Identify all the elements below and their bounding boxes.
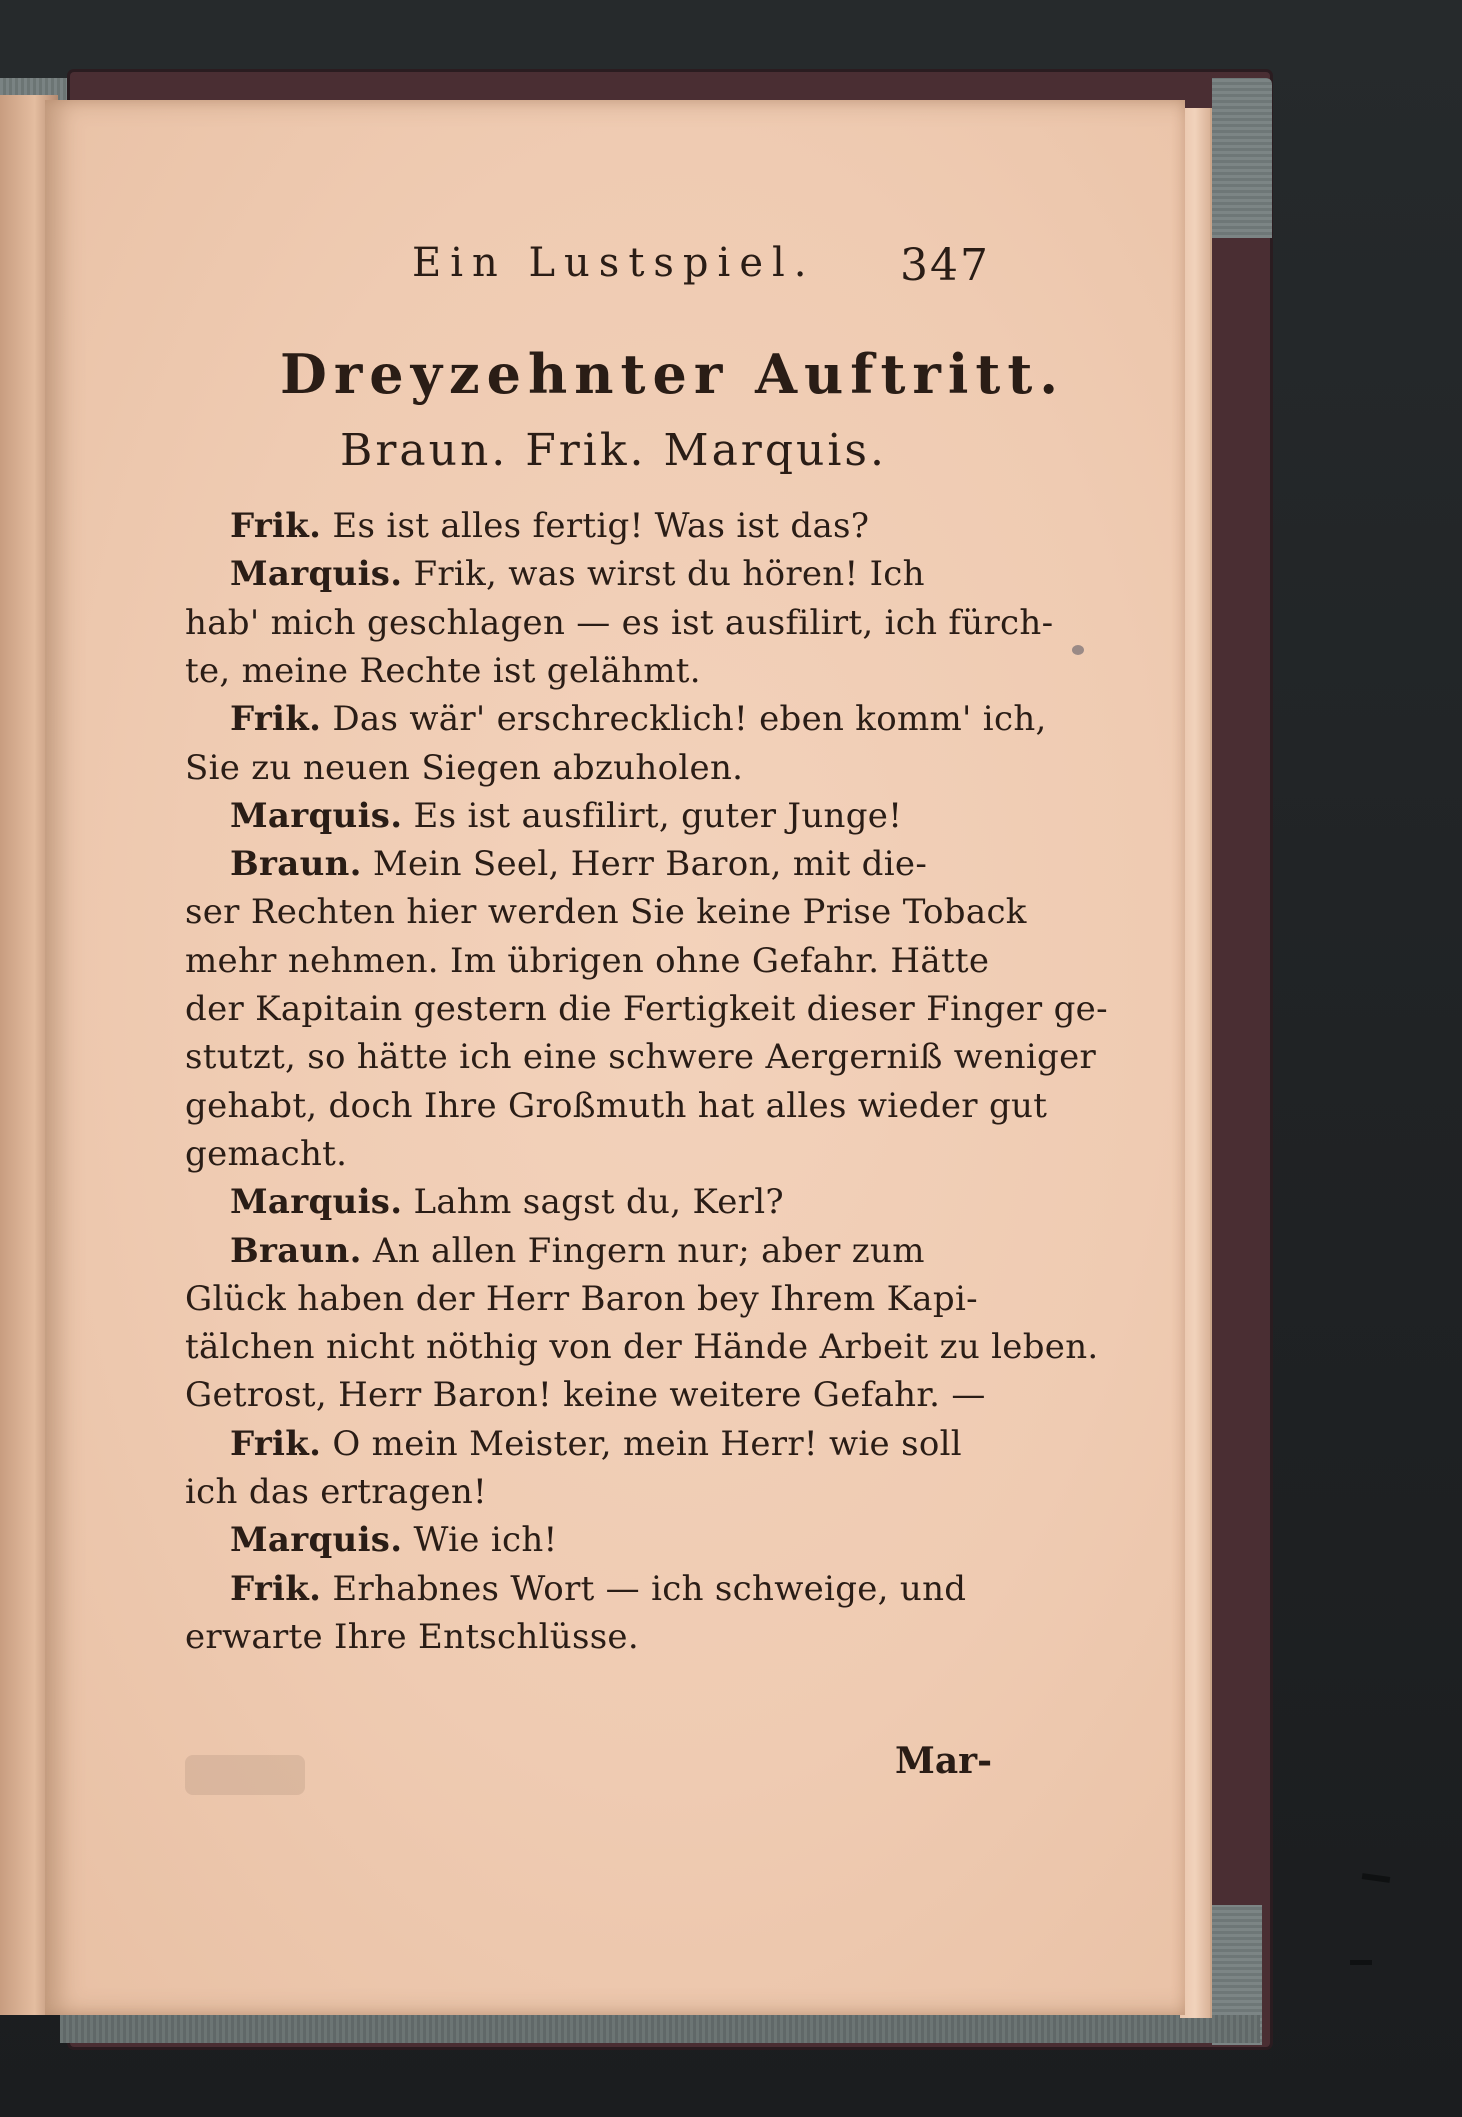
dialogue-line	[185, 1128, 990, 1180]
dialogue-line	[230, 1563, 1035, 1615]
dialogue-line	[230, 790, 1035, 842]
speaker-name: Marquis.	[230, 1520, 403, 1561]
cover-cloth-bottom	[60, 2015, 1260, 2043]
line-text: erwarte Ihre Entschlüsse.	[185, 1616, 639, 1657]
line-text: ich das ertragen!	[185, 1472, 488, 1512]
line-text: ser Rechten hier werden Sie keine Prise Toback	[185, 892, 1027, 933]
dialogue-line	[185, 1031, 1097, 1083]
line-text: Das wär' erschrecklich! eben komm' ich,	[332, 699, 1047, 740]
dialogue-line	[185, 645, 990, 697]
dialogue-line	[230, 548, 1035, 600]
line-text: gehabt, doch Ihre Großmuth hat alles wieder gut	[185, 1085, 1048, 1126]
line-text: O mein Meister, mein Herr! wie soll	[332, 1423, 962, 1464]
dialogue-line	[185, 983, 1108, 1035]
dialogue-line	[230, 1418, 1035, 1470]
speaker-name: Marquis.	[230, 1182, 403, 1223]
line-text: An allen Fingern nur; aber zum	[372, 1230, 925, 1271]
line-text: Wie ich!	[413, 1520, 558, 1561]
dialogue-line	[185, 1321, 1099, 1373]
scene-title: Dreyzehnter Auftritt.	[280, 342, 1066, 406]
dialogue-line	[185, 1611, 990, 1663]
line-text: der Kapitain gestern die Fertigkeit dieser Finger ge-	[185, 989, 1108, 1029]
line-text: Glück haben der Herr Baron bey Ihrem Kapi-	[185, 1278, 978, 1319]
speaker-name: Frik.	[230, 1568, 322, 1609]
dialogue-line	[185, 597, 1054, 649]
line-text: Lahm sagst du, Kerl?	[413, 1182, 784, 1223]
speaker-name: Braun.	[230, 1230, 362, 1271]
character-list: Braun. Frik. Marquis.	[340, 425, 887, 476]
dialogue-line	[230, 1514, 1035, 1566]
speaker-name: Frik.	[230, 1423, 322, 1464]
ink-bleed-mark	[185, 1755, 305, 1795]
dialogue-line	[185, 1466, 990, 1518]
dialogue-line	[230, 838, 1035, 890]
cover-cloth-corner-top	[1212, 78, 1272, 238]
dialogue-line	[230, 1225, 1035, 1277]
line-text: Es ist alles fertig! Was ist das?	[332, 506, 870, 546]
catchword: Mar-	[895, 1740, 993, 1782]
speaker-name: Marquis.	[230, 554, 403, 595]
line-text: Es ist ausfilirt, guter Junge!	[413, 795, 903, 836]
background-mark	[1350, 1960, 1372, 1965]
speaker-name: Frik.	[230, 506, 322, 546]
dialogue-line	[230, 500, 1035, 552]
line-text: te, meine Rechte ist gelähmt.	[185, 650, 701, 691]
line-text: Frik, was wirst du hören! Ich	[413, 554, 925, 595]
line-text: Erhabnes Wort — ich schweige, und	[332, 1568, 967, 1609]
line-text: gemacht.	[185, 1133, 348, 1174]
dialogue-line	[185, 742, 990, 794]
speaker-name: Braun.	[230, 844, 362, 885]
line-text: hab' mich geschlagen — es ist ausfilirt, ich fürch-	[185, 602, 1054, 643]
paper-spot	[1072, 645, 1084, 655]
dialogue-line	[185, 935, 990, 987]
page-number: 347	[900, 240, 990, 291]
line-text: stutzt, so hätte ich eine schwere Aergerniß weniger	[185, 1037, 1097, 1078]
line-text: Mein Seel, Herr Baron, mit die-	[372, 844, 928, 885]
running-head: Ein Lustspiel.	[412, 240, 816, 286]
line-text: Getrost, Herr Baron! keine weitere Gefahr. —	[185, 1375, 986, 1416]
line-text: tälchen nicht nöthig von der Hände Arbeit zu leben.	[185, 1327, 1099, 1368]
dialogue-line	[185, 1080, 1048, 1132]
line-text: Sie zu neuen Siegen abzuholen.	[185, 747, 744, 788]
dialogue-line	[185, 886, 1027, 938]
line-text: mehr nehmen. Im übrigen ohne Gefahr. Hätte	[185, 940, 990, 981]
dialogue-line	[230, 1176, 1035, 1228]
dialogue-line	[230, 693, 1047, 745]
speaker-name: Frik.	[230, 699, 322, 740]
dialogue-line	[185, 1369, 990, 1421]
speaker-name: Marquis.	[230, 795, 403, 836]
dialogue-line	[185, 1273, 990, 1325]
